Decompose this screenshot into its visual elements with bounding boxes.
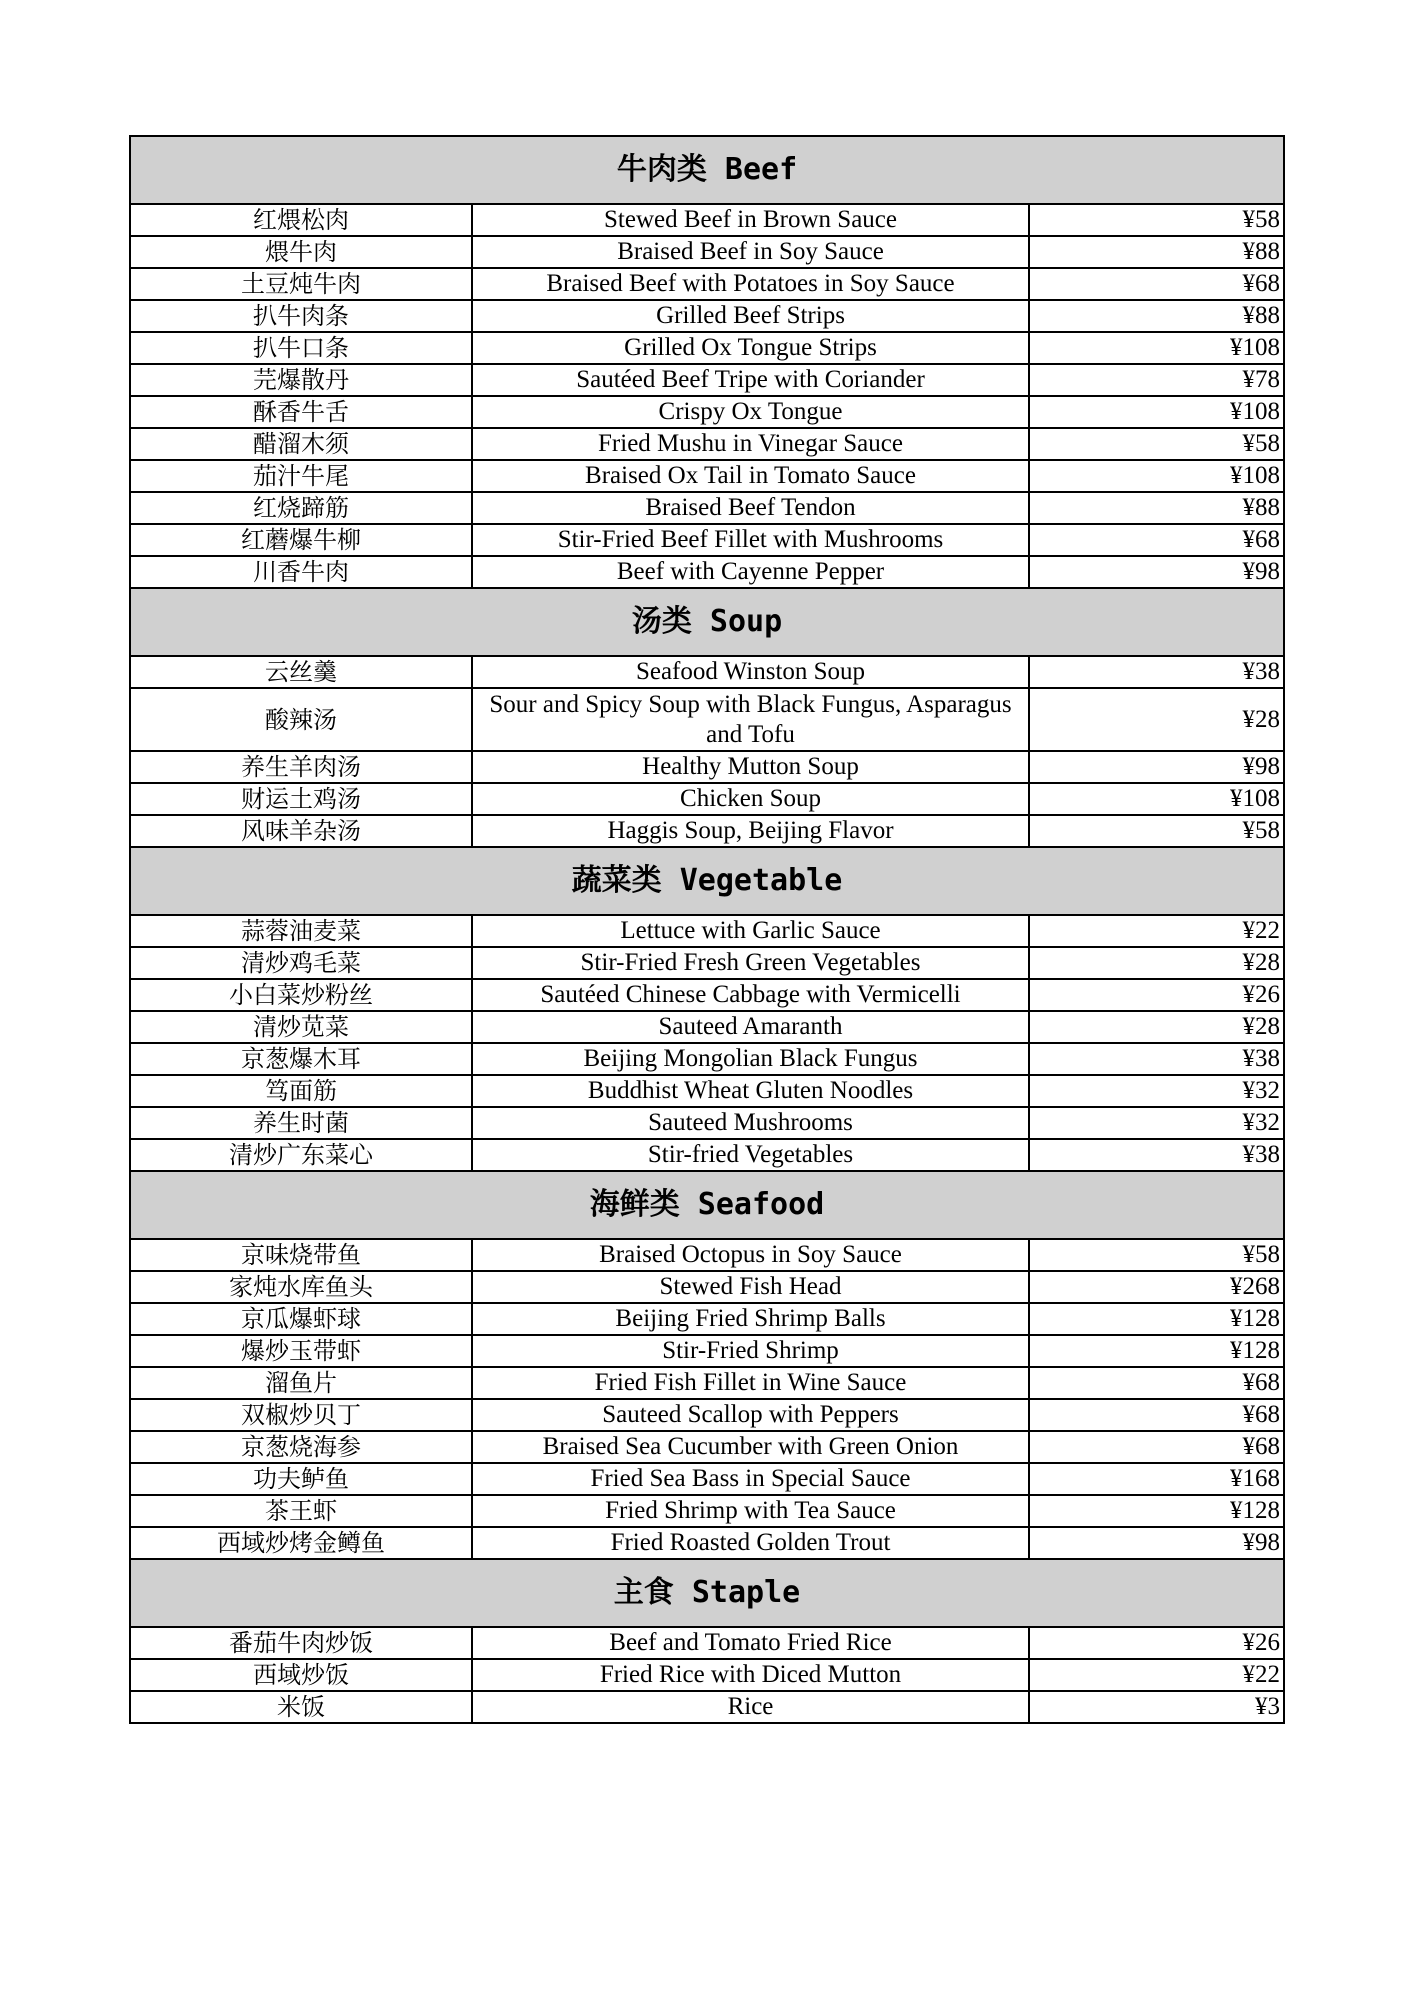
dish-name-chinese: 酸辣汤 xyxy=(130,688,472,751)
section-title: 牛肉类 Beef xyxy=(130,136,1284,204)
dish-name-chinese: 溜鱼片 xyxy=(130,1367,472,1399)
section-header-row xyxy=(130,136,1284,204)
dish-price: ¥268 xyxy=(1029,1271,1284,1303)
menu-item-row xyxy=(130,556,1284,588)
dish-name-chinese: 爆炒玉带虾 xyxy=(130,1335,472,1367)
section-header-row xyxy=(130,1559,1284,1627)
dish-name-chinese: 西域炒饭 xyxy=(130,1659,472,1691)
section-title: 海鲜类 Seafood xyxy=(130,1171,1284,1239)
dish-name-english: Buddhist Wheat Gluten Noodles xyxy=(472,1075,1029,1107)
dish-name-english: Fried Sea Bass in Special Sauce xyxy=(472,1463,1029,1495)
dish-name-chinese: 笃面筋 xyxy=(130,1075,472,1107)
menu-item-row xyxy=(130,1431,1284,1463)
dish-name-english: Crispy Ox Tongue xyxy=(472,396,1029,428)
dish-name-english: Stewed Beef in Brown Sauce xyxy=(472,204,1029,236)
dish-name-english: Sauteed Amaranth xyxy=(472,1011,1029,1043)
dish-name-english: Stir-Fried Fresh Green Vegetables xyxy=(472,947,1029,979)
menu-item-row xyxy=(130,1399,1284,1431)
dish-price: ¥88 xyxy=(1029,300,1284,332)
dish-name-chinese: 清炒广东菜心 xyxy=(130,1139,472,1171)
menu-item-row xyxy=(130,1367,1284,1399)
dish-name-chinese: 红蘑爆牛柳 xyxy=(130,524,472,556)
dish-price: ¥98 xyxy=(1029,1527,1284,1559)
dish-price: ¥68 xyxy=(1029,524,1284,556)
menu-item-row xyxy=(130,396,1284,428)
dish-name-english: Sautéed Chinese Cabbage with Vermicelli xyxy=(472,979,1029,1011)
menu-item-row xyxy=(130,1075,1284,1107)
dish-name-chinese: 蒜蓉油麦菜 xyxy=(130,915,472,947)
menu-item-row xyxy=(130,1011,1284,1043)
dish-name-chinese: 功夫鲈鱼 xyxy=(130,1463,472,1495)
dish-name-english: Braised Octopus in Soy Sauce xyxy=(472,1239,1029,1271)
dish-name-chinese: 清炒苋菜 xyxy=(130,1011,472,1043)
dish-name-english: Stewed Fish Head xyxy=(472,1271,1029,1303)
dish-price: ¥128 xyxy=(1029,1495,1284,1527)
dish-name-english: Grilled Ox Tongue Strips xyxy=(472,332,1029,364)
menu-item-row xyxy=(130,979,1284,1011)
dish-price: ¥108 xyxy=(1029,460,1284,492)
dish-price: ¥32 xyxy=(1029,1107,1284,1139)
dish-name-chinese: 京瓜爆虾球 xyxy=(130,1303,472,1335)
dish-name-english: Chicken Soup xyxy=(472,783,1029,815)
dish-price: ¥58 xyxy=(1029,1239,1284,1271)
section-header-row xyxy=(130,1171,1284,1239)
dish-name-english: Beijing Fried Shrimp Balls xyxy=(472,1303,1029,1335)
dish-price: ¥108 xyxy=(1029,332,1284,364)
dish-name-chinese: 双椒炒贝丁 xyxy=(130,1399,472,1431)
section-title: 汤类 Soup xyxy=(130,588,1284,656)
menu-item-row xyxy=(130,428,1284,460)
section-header-row xyxy=(130,588,1284,656)
dish-name-chinese: 扒牛口条 xyxy=(130,332,472,364)
dish-price: ¥28 xyxy=(1029,688,1284,751)
dish-name-english: Beijing Mongolian Black Fungus xyxy=(472,1043,1029,1075)
dish-name-chinese: 京葱烧海参 xyxy=(130,1431,472,1463)
dish-name-chinese: 养生时菌 xyxy=(130,1107,472,1139)
menu-item-row xyxy=(130,1463,1284,1495)
dish-name-english: Braised Beef Tendon xyxy=(472,492,1029,524)
menu-item-row xyxy=(130,915,1284,947)
dish-name-chinese: 京味烧带鱼 xyxy=(130,1239,472,1271)
dish-name-chinese: 京葱爆木耳 xyxy=(130,1043,472,1075)
menu-item-row xyxy=(130,1335,1284,1367)
menu-item-row xyxy=(130,1691,1284,1723)
dish-name-chinese: 扒牛肉条 xyxy=(130,300,472,332)
dish-price: ¥38 xyxy=(1029,656,1284,688)
dish-price: ¥28 xyxy=(1029,947,1284,979)
dish-name-chinese: 酥香牛舌 xyxy=(130,396,472,428)
dish-name-english: Rice xyxy=(472,1691,1029,1723)
menu-item-row xyxy=(130,751,1284,783)
menu-table xyxy=(129,135,1285,1724)
dish-price: ¥22 xyxy=(1029,915,1284,947)
dish-name-english: Beef and Tomato Fried Rice xyxy=(472,1627,1029,1659)
menu-item-row xyxy=(130,524,1284,556)
menu-item-row xyxy=(130,1527,1284,1559)
menu-item-row xyxy=(130,656,1284,688)
dish-name-chinese: 养生羊肉汤 xyxy=(130,751,472,783)
section-title: 主食 Staple xyxy=(130,1559,1284,1627)
menu-item-row xyxy=(130,1107,1284,1139)
dish-name-english: Braised Ox Tail in Tomato Sauce xyxy=(472,460,1029,492)
dish-name-chinese: 醋溜木须 xyxy=(130,428,472,460)
dish-price: ¥3 xyxy=(1029,1691,1284,1723)
dish-price: ¥32 xyxy=(1029,1075,1284,1107)
menu-item-row xyxy=(130,1303,1284,1335)
dish-name-chinese: 川香牛肉 xyxy=(130,556,472,588)
dish-name-chinese: 风味羊杂汤 xyxy=(130,815,472,847)
menu-item-row xyxy=(130,364,1284,396)
menu-item-row xyxy=(130,236,1284,268)
dish-price: ¥108 xyxy=(1029,396,1284,428)
dish-name-english: Sautéed Beef Tripe with Coriander xyxy=(472,364,1029,396)
menu-item-row xyxy=(130,1495,1284,1527)
menu-item-row xyxy=(130,300,1284,332)
dish-name-chinese: 芫爆散丹 xyxy=(130,364,472,396)
dish-name-chinese: 小白菜炒粉丝 xyxy=(130,979,472,1011)
dish-name-english: Braised Sea Cucumber with Green Onion xyxy=(472,1431,1029,1463)
dish-name-chinese: 红煨松肉 xyxy=(130,204,472,236)
dish-name-english: Haggis Soup, Beijing Flavor xyxy=(472,815,1029,847)
dish-price: ¥98 xyxy=(1029,751,1284,783)
menu-item-row xyxy=(130,783,1284,815)
menu-item-row xyxy=(130,1239,1284,1271)
dish-price: ¥168 xyxy=(1029,1463,1284,1495)
dish-price: ¥28 xyxy=(1029,1011,1284,1043)
dish-name-chinese: 番茄牛肉炒饭 xyxy=(130,1627,472,1659)
menu-item-row xyxy=(130,492,1284,524)
menu-body xyxy=(130,136,1284,1723)
dish-price: ¥68 xyxy=(1029,1367,1284,1399)
dish-name-english: Fried Mushu in Vinegar Sauce xyxy=(472,428,1029,460)
dish-name-english: Fried Shrimp with Tea Sauce xyxy=(472,1495,1029,1527)
dish-name-chinese: 云丝羹 xyxy=(130,656,472,688)
menu-item-row xyxy=(130,204,1284,236)
dish-price: ¥108 xyxy=(1029,783,1284,815)
dish-name-english: Fried Roasted Golden Trout xyxy=(472,1527,1029,1559)
dish-name-chinese: 煨牛肉 xyxy=(130,236,472,268)
dish-name-english: Braised Beef with Potatoes in Soy Sauce xyxy=(472,268,1029,300)
dish-price: ¥68 xyxy=(1029,1399,1284,1431)
dish-price: ¥68 xyxy=(1029,268,1284,300)
dish-name-chinese: 红烧蹄筋 xyxy=(130,492,472,524)
dish-name-english: Braised Beef in Soy Sauce xyxy=(472,236,1029,268)
menu-item-row xyxy=(130,1659,1284,1691)
menu-item-row xyxy=(130,815,1284,847)
dish-name-english: Fried Fish Fillet in Wine Sauce xyxy=(472,1367,1029,1399)
menu-item-row xyxy=(130,332,1284,364)
menu-item-row xyxy=(130,1627,1284,1659)
dish-name-chinese: 土豆炖牛肉 xyxy=(130,268,472,300)
dish-name-english: Fried Rice with Diced Mutton xyxy=(472,1659,1029,1691)
menu-item-row xyxy=(130,688,1284,751)
section-header-row xyxy=(130,847,1284,915)
dish-price: ¥128 xyxy=(1029,1303,1284,1335)
dish-name-english: Grilled Beef Strips xyxy=(472,300,1029,332)
dish-name-english: Healthy Mutton Soup xyxy=(472,751,1029,783)
dish-name-english: Lettuce with Garlic Sauce xyxy=(472,915,1029,947)
dish-price: ¥58 xyxy=(1029,428,1284,460)
dish-price: ¥78 xyxy=(1029,364,1284,396)
dish-name-english: Sauteed Mushrooms xyxy=(472,1107,1029,1139)
dish-name-english: Stir-fried Vegetables xyxy=(472,1139,1029,1171)
dish-name-chinese: 西域炒烤金鳟鱼 xyxy=(130,1527,472,1559)
dish-name-chinese: 财运土鸡汤 xyxy=(130,783,472,815)
menu-item-row xyxy=(130,1043,1284,1075)
dish-name-chinese: 家炖水库鱼头 xyxy=(130,1271,472,1303)
dish-name-chinese: 米饭 xyxy=(130,1691,472,1723)
dish-price: ¥22 xyxy=(1029,1659,1284,1691)
dish-price: ¥26 xyxy=(1029,1627,1284,1659)
dish-price: ¥88 xyxy=(1029,236,1284,268)
dish-price: ¥128 xyxy=(1029,1335,1284,1367)
menu-item-row xyxy=(130,268,1284,300)
dish-name-english: Stir-Fried Beef Fillet with Mushrooms xyxy=(472,524,1029,556)
dish-price: ¥38 xyxy=(1029,1139,1284,1171)
dish-price: ¥88 xyxy=(1029,492,1284,524)
dish-name-chinese: 茄汁牛尾 xyxy=(130,460,472,492)
dish-name-chinese: 清炒鸡毛菜 xyxy=(130,947,472,979)
dish-price: ¥68 xyxy=(1029,1431,1284,1463)
dish-name-english: Sauteed Scallop with Peppers xyxy=(472,1399,1029,1431)
menu-item-row xyxy=(130,1271,1284,1303)
dish-price: ¥38 xyxy=(1029,1043,1284,1075)
dish-name-english: Beef with Cayenne Pepper xyxy=(472,556,1029,588)
dish-price: ¥26 xyxy=(1029,979,1284,1011)
dish-price: ¥98 xyxy=(1029,556,1284,588)
menu-item-row xyxy=(130,460,1284,492)
dish-price: ¥58 xyxy=(1029,815,1284,847)
menu-item-row xyxy=(130,1139,1284,1171)
dish-name-english: Seafood Winston Soup xyxy=(472,656,1029,688)
dish-price: ¥58 xyxy=(1029,204,1284,236)
section-title: 蔬菜类 Vegetable xyxy=(130,847,1284,915)
dish-name-chinese: 茶王虾 xyxy=(130,1495,472,1527)
menu-item-row xyxy=(130,947,1284,979)
dish-name-english: Stir-Fried Shrimp xyxy=(472,1335,1029,1367)
dish-name-english: Sour and Spicy Soup with Black Fungus, Asparagus and Tofu xyxy=(472,688,1029,751)
